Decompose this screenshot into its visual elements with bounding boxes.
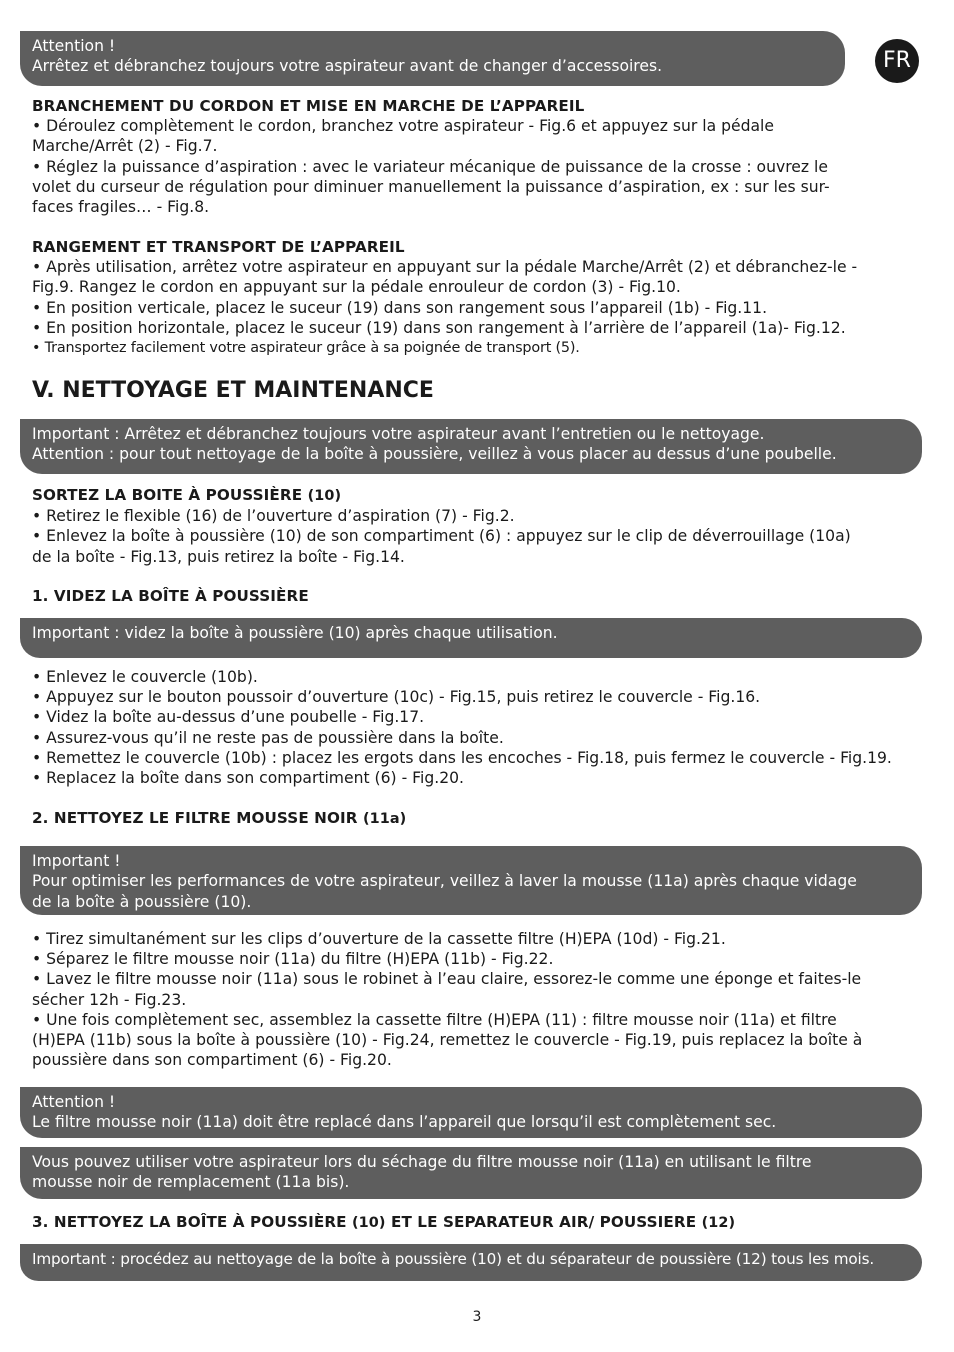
paragraph-line: Marche/Arrêt (2) - Fig.7. — [32, 137, 218, 156]
paragraph-line: • Enlevez le couvercle (10b). — [32, 668, 258, 686]
paragraph-line: • En position verticale, placez le suceur (19) dans son rangement sous l’appareil (1b) - Fig.11. — [32, 298, 768, 317]
paragraph-line: • Une fois complètement sec, assemblez la cassette filtre (H)EPA (11) : filtre mousse noir (11a) et filtre — [32, 1010, 837, 1029]
section-heading — [32, 485, 922, 506]
section-heading: RANGEMENT ET TRANSPORT DE L’APPAREIL — [32, 238, 405, 256]
section-heading — [32, 1212, 922, 1233]
paragraph-line: • Déroulez complètement le cordon, branchez votre aspirateur - Fig.6 et appuyez sur la pédale — [32, 117, 774, 136]
paragraph-line: (H)EPA (11b) sous la boîte à poussière (10) - Fig.24, remettez le couvercle - Fig.19, puis replacez la boîte à — [32, 1031, 863, 1050]
heading-text: ET LE SEPARATEUR AIR/ POUSSIERE — [390, 1213, 697, 1231]
heading-ref: (11a) — [362, 811, 407, 827]
paragraph-line: Fig.9. Rangez le cordon en appuyant sur la pédale enrouleur de cordon (3) - Fig.10. — [32, 278, 681, 297]
notice-line: Attention ! — [32, 37, 116, 55]
heading-text: SORTEZ LA BOITE À POUSSIÈRE — [32, 486, 303, 504]
language-badge: FR — [875, 39, 919, 83]
notice-line: Pour optimiser les performances de votre aspirateur, veillez à laver la mousse (11a) après chaque vidage — [32, 872, 857, 891]
attention-notice-dry — [20, 1087, 922, 1138]
paragraph-line: • Assurez-vous qu’il ne reste pas de poussière dans la boîte. — [32, 728, 504, 747]
notice-line: Vous pouvez utiliser votre aspirateur lors du séchage du filtre mousse noir (11a) en utilisant le filtre — [32, 1153, 812, 1171]
heading-text: 2. NETTOYEZ LE FILTRE MOUSSE NOIR — [32, 809, 358, 827]
paragraph-line: • En position horizontale, placez le suceur (19) dans son rangement à l’arrière de l’appareil (1a)- Fig.12. — [32, 318, 846, 337]
important-notice-empty — [20, 618, 922, 658]
paragraph-line: • Transportez facilement votre aspirateur grâce à sa poignée de transport (5). — [32, 340, 580, 357]
paragraph-line: • Lavez le filtre mousse noir (11a) sous le robinet à l’eau claire, essorez-le comme une éponge et faites-le — [32, 970, 862, 989]
paragraph-line: • Tirez simultanément sur les clips d’ouverture de la cassette filtre (H)EPA (10d) - Fig.21. — [32, 930, 726, 948]
paragraph-line: • Enlevez la boîte à poussière (10) de son compartiment (6) : appuyez sur le clip de déverrouillage (10a) — [32, 527, 851, 546]
section-separateur — [32, 1212, 922, 1233]
section-filtre-steps — [32, 929, 922, 1070]
important-notice-foam — [20, 846, 922, 915]
paragraph-line: • Replacez la boîte dans son compartiment (6) - Fig.20. — [32, 769, 464, 788]
heading-ref: (12) — [701, 1215, 736, 1231]
section-heading — [32, 808, 922, 829]
notice-line: mousse noir de remplacement (11a bis). — [32, 1173, 350, 1192]
notice-line: Important : Arrêtez et débranchez toujours votre aspirateur avant l’entretien ou le nettoyage. — [32, 425, 765, 443]
important-notice-cleaning — [20, 419, 922, 474]
main-title: V. NETTOYAGE ET MAINTENANCE — [32, 378, 434, 403]
paragraph-line: de la boîte - Fig.13, puis retirez la boîte - Fig.14. — [32, 547, 405, 566]
paragraph-line: • Séparez le filtre mousse noir (11a) du filtre (H)EPA (11b) - Fig.22. — [32, 950, 554, 969]
notice-line: Attention : pour tout nettoyage de la boîte à poussière, veillez à vous placer au dessus d’une poubelle. — [32, 445, 837, 464]
section-videz-steps — [32, 667, 922, 788]
section-branchement — [32, 96, 922, 217]
paragraph-line: • Après utilisation, arrêtez votre aspirateur en appuyant sur la pédale Marche/Arrêt (2) et débranchez-le - — [32, 258, 858, 277]
notice-line: Important : procédez au nettoyage de la boîte à poussière (10) et du séparateur de poussière (12) tous les mois. — [32, 1250, 875, 1268]
heading-text: 3. NETTOYEZ LA BOÎTE À POUSSIÈRE — [32, 1213, 347, 1231]
page-number: 3 — [472, 1309, 482, 1325]
paragraph-line: • Remettez le couvercle (10b) : placez les ergots dans les encoches - Fig.18, puis fermez le couvercle - Fig.19. — [32, 748, 892, 767]
info-notice-replacement — [20, 1147, 922, 1199]
notice-line: Arrêtez et débranchez toujours votre aspirateur avant de changer d’accessoires. — [32, 57, 663, 76]
notice-line: Important : videz la boîte à poussière (10) après chaque utilisation. — [32, 624, 558, 642]
heading-ref: (10) — [352, 1215, 386, 1231]
attention-notice-accessories — [20, 31, 845, 86]
paragraph-line: faces fragiles… - Fig.8. — [32, 198, 210, 217]
paragraph-line: • Videz la boîte au-dessus d’une poubelle - Fig.17. — [32, 708, 425, 727]
paragraph-line: • Réglez la puissance d’aspiration : avec le variateur mécanique de puissance de la crosse : ouvrez le — [32, 157, 828, 176]
section-heading: 1. VIDEZ LA BOÎTE À POUSSIÈRE — [32, 587, 309, 605]
important-notice-monthly — [20, 1244, 922, 1281]
section-rangement — [32, 237, 922, 358]
section-videz — [32, 586, 922, 606]
section-heading: BRANCHEMENT DU CORDON ET MISE EN MARCHE DE L’APPAREIL — [32, 97, 585, 115]
paragraph-line: poussière dans son compartiment (6) - Fig.20. — [32, 1051, 392, 1070]
paragraph-line: sécher 12h - Fig.23. — [32, 990, 187, 1009]
paragraph-line: volet du curseur de régulation pour diminuer manuellement la puissance d’aspiration, ex : sur les sur- — [32, 177, 830, 196]
notice-line: Le filtre mousse noir (11a) doit être replacé dans l’appareil que lorsqu’il est complètement sec. — [32, 1113, 777, 1132]
paragraph-line: • Appuyez sur le bouton poussoir d’ouverture (10c) - Fig.15, puis retirez le couvercle - Fig.16. — [32, 688, 761, 707]
notice-line: Attention ! — [32, 1093, 116, 1111]
notice-line: de la boîte à poussière (10). — [32, 892, 252, 911]
paragraph-line: • Retirez le flexible (16) de l’ouverture d’aspiration (7) - Fig.2. — [32, 507, 515, 526]
heading-ref: (10) — [307, 488, 342, 504]
section-sortez — [32, 485, 922, 567]
section-filtre — [32, 808, 922, 829]
notice-line: Important ! — [32, 852, 121, 870]
